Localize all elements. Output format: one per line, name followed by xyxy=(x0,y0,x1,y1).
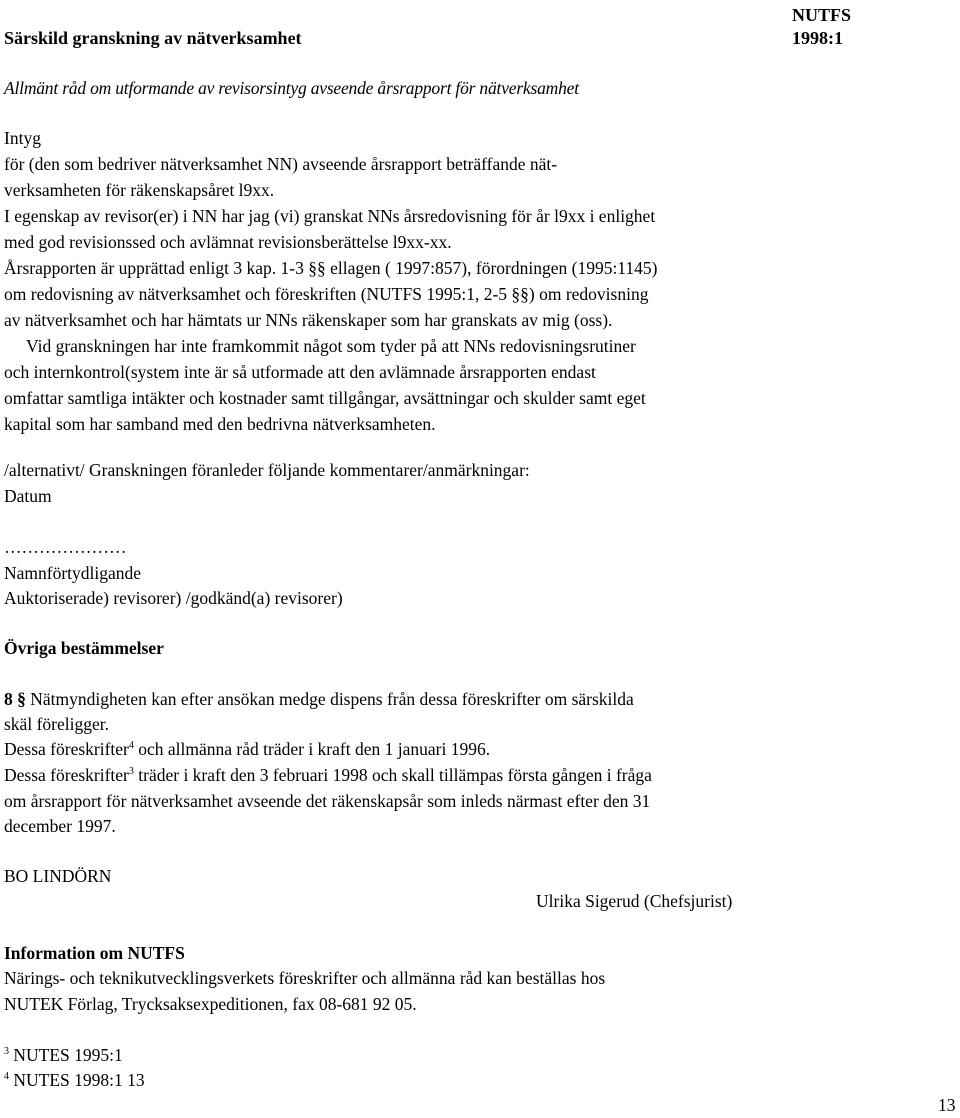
page-number: 13 xyxy=(938,1095,956,1115)
information-line-2: NUTEK Förlag, Trycksaksexpeditionen, fax 08-681 92 05. xyxy=(4,994,417,1014)
footnote-ref: 4 xyxy=(128,740,134,752)
series-number: 1998:1 xyxy=(792,28,843,48)
certificate-line: Årsrapporten är upprättad enligt 3 kap. 1-3 §§ ellagen ( 1997:857), förordningen (1995:1145) xyxy=(4,258,658,278)
certificate-line: verksamheten för räkenskapsåret l9xx. xyxy=(4,180,275,200)
signatory-2: Ulrika Sigerud (Chefsjurist) xyxy=(536,891,733,911)
certificate-line: I egenskap av revisor(er) i NN har jag (vi) granskat NNs årsredovisning för år l9xx i enlighet xyxy=(4,206,656,226)
name-clarification: Namnförtydligande xyxy=(4,563,142,583)
entry-into-force-2-line2: om årsrapport för nätverksamhet avseende det räkenskapsår som inleds närmast efter den 31 xyxy=(4,791,651,811)
certificate-paragraph-line: Vid granskningen har inte framkommit något som tyder på att NNs redovisningsrutiner xyxy=(26,336,636,356)
other-provisions-heading: Övriga bestämmelser xyxy=(4,638,164,658)
entry-into-force-2-line3: december 1997. xyxy=(4,816,116,836)
section-number: 8 § xyxy=(4,689,26,709)
certificate-paragraph-line: omfattar samtliga intäkter och kostnader samt tillgångar, avsättningar och skulder samt eget xyxy=(4,388,646,408)
footnote-mark: 4 xyxy=(4,1071,9,1083)
certificate-line: med god revisionssed och avlämnat revisionsberättelse l9xx-xx. xyxy=(4,232,452,252)
footnote-text: NUTES 1998:1 13 xyxy=(9,1070,145,1090)
certificate-paragraph-line: kapital som har samband med den bedrivna nätverksamheten. xyxy=(4,414,436,434)
footnote xyxy=(4,1042,123,1068)
footnote-text: NUTES 1995:1 xyxy=(9,1045,123,1065)
entry-text: och allmänna råd träder i kraft den 1 januari 1996. xyxy=(133,739,491,759)
series-label: NUTFS xyxy=(792,5,852,25)
footnote xyxy=(4,1067,145,1093)
footnote-ref: 3 xyxy=(128,766,134,778)
signatory-1: BO LINDÖRN xyxy=(4,866,112,886)
section-8-line1 xyxy=(4,686,634,712)
entry-text: träder i kraft den 3 februari 1998 och skall tillämpas första gången i fråga xyxy=(133,765,652,785)
certificate-line: om redovisning av nätverksamhet och föreskriften (NUTFS 1995:1, 2-5 §§) om redovisning xyxy=(4,284,649,304)
section-title: Särskild granskning av nätverksamhet xyxy=(4,28,302,48)
certificate-line: för (den som bedriver nätverksamhet NN) avseende årsrapport beträffande nät- xyxy=(4,154,558,174)
date-label: Datum xyxy=(4,486,52,506)
guidance-heading: Allmänt råd om utformande av revisorsintyg avseende årsrapport för nätverksamhet xyxy=(4,78,579,98)
section-8-text: Nätmyndigheten kan efter ansökan medge dispens från dessa föreskrifter om särskilda xyxy=(30,689,634,709)
entry-text: Dessa föreskrifter xyxy=(4,739,129,759)
information-heading: Information om NUTFS xyxy=(4,943,185,963)
certificate-paragraph-line: och internkontrol(system inte är så utformade att den avlämnade årsrapporten endast xyxy=(4,362,596,382)
certificate-line: av nätverksamhet och har hämtats ur NNs räkenskaper som har granskats av mig (oss). xyxy=(4,310,613,330)
section-8-line2: skäl föreligger. xyxy=(4,714,109,734)
certificate-text xyxy=(4,125,657,437)
alternative-remarks: /alternativt/ Granskningen föranleder följande kommentarer/anmärkningar: xyxy=(4,460,530,480)
entry-into-force-2 xyxy=(4,762,652,788)
signature-line: ………………… xyxy=(4,537,127,557)
entry-text: Dessa föreskrifter xyxy=(4,765,129,785)
certificate-line: Intyg xyxy=(4,128,41,148)
information-line-1: Närings- och teknikutvecklingsverkets föreskrifter och allmänna råd kan beställas hos xyxy=(4,968,606,988)
footnote-mark: 3 xyxy=(4,1046,9,1058)
entry-into-force-1 xyxy=(4,736,490,762)
auditor-role: Auktoriserade) revisorer) /godkänd(a) revisorer) xyxy=(4,588,343,608)
